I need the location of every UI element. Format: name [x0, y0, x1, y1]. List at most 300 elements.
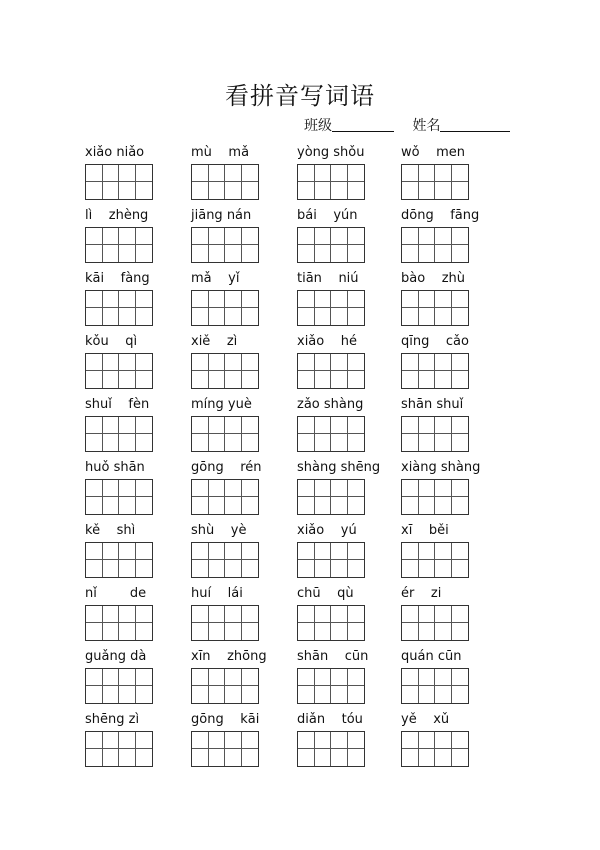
- writing-cell[interactable]: [136, 623, 153, 640]
- writing-cell[interactable]: [242, 417, 259, 434]
- writing-cell[interactable]: [348, 623, 365, 640]
- writing-cell[interactable]: [86, 245, 103, 262]
- writing-cell[interactable]: [419, 165, 436, 182]
- writing-cell[interactable]: [209, 560, 226, 577]
- writing-cell[interactable]: [452, 623, 469, 640]
- writing-cell[interactable]: [86, 371, 103, 388]
- writing-cell[interactable]: [103, 182, 120, 199]
- writing-cell[interactable]: [331, 371, 348, 388]
- writing-cell[interactable]: [103, 669, 120, 686]
- writing-cell[interactable]: [242, 749, 259, 766]
- writing-cell[interactable]: [402, 308, 419, 325]
- writing-cell[interactable]: [119, 732, 136, 749]
- writing-cell[interactable]: [86, 669, 103, 686]
- writing-boxes[interactable]: [297, 290, 365, 326]
- writing-cell[interactable]: [209, 497, 226, 514]
- writing-cell[interactable]: [402, 291, 419, 308]
- writing-cell[interactable]: [435, 669, 452, 686]
- writing-cell[interactable]: [315, 434, 332, 451]
- writing-cell[interactable]: [136, 669, 153, 686]
- writing-cell[interactable]: [103, 371, 120, 388]
- writing-cell[interactable]: [419, 606, 436, 623]
- writing-cell[interactable]: [136, 606, 153, 623]
- writing-cell[interactable]: [242, 434, 259, 451]
- writing-cell[interactable]: [209, 228, 226, 245]
- writing-cell[interactable]: [192, 686, 209, 703]
- writing-cell[interactable]: [298, 417, 315, 434]
- writing-cell[interactable]: [315, 606, 332, 623]
- writing-cell[interactable]: [348, 669, 365, 686]
- writing-cell[interactable]: [103, 686, 120, 703]
- writing-cell[interactable]: [298, 606, 315, 623]
- writing-cell[interactable]: [435, 543, 452, 560]
- writing-cell[interactable]: [315, 497, 332, 514]
- writing-cell[interactable]: [402, 749, 419, 766]
- writing-cell[interactable]: [419, 228, 436, 245]
- writing-cell[interactable]: [103, 434, 120, 451]
- writing-cell[interactable]: [298, 543, 315, 560]
- writing-cell[interactable]: [136, 354, 153, 371]
- writing-cell[interactable]: [225, 623, 242, 640]
- writing-cell[interactable]: [419, 245, 436, 262]
- writing-cell[interactable]: [402, 543, 419, 560]
- writing-cell[interactable]: [435, 228, 452, 245]
- writing-cell[interactable]: [192, 480, 209, 497]
- writing-cell[interactable]: [452, 228, 469, 245]
- writing-boxes[interactable]: [191, 353, 259, 389]
- writing-cell[interactable]: [298, 228, 315, 245]
- writing-boxes[interactable]: [191, 479, 259, 515]
- writing-cell[interactable]: [242, 686, 259, 703]
- writing-cell[interactable]: [86, 228, 103, 245]
- writing-boxes[interactable]: [401, 479, 469, 515]
- writing-cell[interactable]: [331, 497, 348, 514]
- writing-boxes[interactable]: [85, 290, 153, 326]
- writing-cell[interactable]: [209, 669, 226, 686]
- writing-cell[interactable]: [225, 749, 242, 766]
- writing-cell[interactable]: [435, 371, 452, 388]
- writing-cell[interactable]: [298, 686, 315, 703]
- writing-cell[interactable]: [225, 686, 242, 703]
- writing-cell[interactable]: [209, 543, 226, 560]
- writing-cell[interactable]: [209, 371, 226, 388]
- writing-cell[interactable]: [242, 165, 259, 182]
- writing-cell[interactable]: [331, 686, 348, 703]
- writing-cell[interactable]: [435, 732, 452, 749]
- writing-cell[interactable]: [419, 686, 436, 703]
- writing-cell[interactable]: [209, 245, 226, 262]
- writing-cell[interactable]: [136, 228, 153, 245]
- writing-cell[interactable]: [192, 749, 209, 766]
- writing-boxes[interactable]: [85, 416, 153, 452]
- writing-cell[interactable]: [86, 354, 103, 371]
- writing-boxes[interactable]: [297, 542, 365, 578]
- writing-boxes[interactable]: [401, 668, 469, 704]
- writing-cell[interactable]: [86, 732, 103, 749]
- writing-cell[interactable]: [209, 480, 226, 497]
- writing-cell[interactable]: [452, 749, 469, 766]
- writing-cell[interactable]: [315, 480, 332, 497]
- writing-cell[interactable]: [402, 623, 419, 640]
- writing-cell[interactable]: [242, 291, 259, 308]
- writing-cell[interactable]: [348, 686, 365, 703]
- writing-cell[interactable]: [86, 291, 103, 308]
- writing-cell[interactable]: [86, 606, 103, 623]
- writing-cell[interactable]: [435, 749, 452, 766]
- writing-boxes[interactable]: [85, 164, 153, 200]
- writing-cell[interactable]: [136, 749, 153, 766]
- writing-cell[interactable]: [225, 165, 242, 182]
- writing-cell[interactable]: [348, 480, 365, 497]
- writing-cell[interactable]: [209, 606, 226, 623]
- writing-cell[interactable]: [419, 497, 436, 514]
- writing-cell[interactable]: [298, 497, 315, 514]
- writing-boxes[interactable]: [297, 353, 365, 389]
- writing-boxes[interactable]: [401, 542, 469, 578]
- writing-cell[interactable]: [452, 354, 469, 371]
- writing-cell[interactable]: [242, 560, 259, 577]
- writing-cell[interactable]: [348, 543, 365, 560]
- writing-cell[interactable]: [315, 291, 332, 308]
- writing-cell[interactable]: [402, 245, 419, 262]
- writing-cell[interactable]: [192, 417, 209, 434]
- writing-cell[interactable]: [298, 434, 315, 451]
- writing-cell[interactable]: [225, 560, 242, 577]
- writing-cell[interactable]: [298, 480, 315, 497]
- writing-cell[interactable]: [136, 560, 153, 577]
- writing-cell[interactable]: [242, 606, 259, 623]
- writing-cell[interactable]: [348, 434, 365, 451]
- writing-cell[interactable]: [435, 354, 452, 371]
- writing-cell[interactable]: [225, 354, 242, 371]
- writing-cell[interactable]: [435, 245, 452, 262]
- writing-boxes[interactable]: [401, 164, 469, 200]
- writing-cell[interactable]: [192, 543, 209, 560]
- writing-cell[interactable]: [242, 623, 259, 640]
- writing-cell[interactable]: [119, 354, 136, 371]
- writing-cell[interactable]: [119, 480, 136, 497]
- writing-cell[interactable]: [119, 371, 136, 388]
- writing-cell[interactable]: [192, 165, 209, 182]
- writing-cell[interactable]: [103, 543, 120, 560]
- writing-boxes[interactable]: [401, 416, 469, 452]
- writing-cell[interactable]: [242, 245, 259, 262]
- writing-cell[interactable]: [331, 623, 348, 640]
- writing-cell[interactable]: [103, 354, 120, 371]
- writing-cell[interactable]: [331, 543, 348, 560]
- writing-cell[interactable]: [315, 308, 332, 325]
- writing-cell[interactable]: [209, 165, 226, 182]
- writing-boxes[interactable]: [191, 605, 259, 641]
- writing-cell[interactable]: [348, 371, 365, 388]
- writing-cell[interactable]: [225, 417, 242, 434]
- writing-cell[interactable]: [119, 165, 136, 182]
- writing-cell[interactable]: [435, 308, 452, 325]
- writing-cell[interactable]: [86, 497, 103, 514]
- writing-cell[interactable]: [298, 732, 315, 749]
- writing-cell[interactable]: [331, 182, 348, 199]
- writing-boxes[interactable]: [191, 668, 259, 704]
- writing-cell[interactable]: [331, 291, 348, 308]
- writing-cell[interactable]: [209, 308, 226, 325]
- writing-cell[interactable]: [452, 165, 469, 182]
- writing-cell[interactable]: [298, 182, 315, 199]
- writing-cell[interactable]: [136, 165, 153, 182]
- writing-cell[interactable]: [402, 182, 419, 199]
- writing-cell[interactable]: [119, 245, 136, 262]
- writing-cell[interactable]: [315, 182, 332, 199]
- writing-boxes[interactable]: [191, 290, 259, 326]
- writing-cell[interactable]: [86, 308, 103, 325]
- writing-cell[interactable]: [192, 308, 209, 325]
- writing-cell[interactable]: [402, 480, 419, 497]
- writing-cell[interactable]: [103, 228, 120, 245]
- writing-cell[interactable]: [86, 560, 103, 577]
- writing-boxes[interactable]: [85, 668, 153, 704]
- writing-cell[interactable]: [119, 560, 136, 577]
- writing-cell[interactable]: [419, 543, 436, 560]
- writing-cell[interactable]: [435, 623, 452, 640]
- writing-cell[interactable]: [103, 560, 120, 577]
- writing-cell[interactable]: [452, 480, 469, 497]
- writing-cell[interactable]: [452, 245, 469, 262]
- writing-cell[interactable]: [419, 371, 436, 388]
- writing-boxes[interactable]: [297, 227, 365, 263]
- writing-cell[interactable]: [86, 480, 103, 497]
- writing-cell[interactable]: [192, 623, 209, 640]
- writing-cell[interactable]: [136, 686, 153, 703]
- writing-cell[interactable]: [331, 228, 348, 245]
- writing-cell[interactable]: [119, 686, 136, 703]
- writing-cell[interactable]: [348, 182, 365, 199]
- writing-cell[interactable]: [103, 308, 120, 325]
- writing-cell[interactable]: [136, 308, 153, 325]
- writing-boxes[interactable]: [297, 668, 365, 704]
- writing-cell[interactable]: [435, 686, 452, 703]
- writing-cell[interactable]: [136, 291, 153, 308]
- writing-cell[interactable]: [192, 669, 209, 686]
- writing-cell[interactable]: [136, 434, 153, 451]
- writing-cell[interactable]: [103, 623, 120, 640]
- writing-cell[interactable]: [402, 165, 419, 182]
- writing-cell[interactable]: [136, 480, 153, 497]
- writing-cell[interactable]: [435, 480, 452, 497]
- writing-boxes[interactable]: [191, 164, 259, 200]
- writing-cell[interactable]: [331, 560, 348, 577]
- writing-cell[interactable]: [119, 497, 136, 514]
- writing-cell[interactable]: [103, 606, 120, 623]
- writing-cell[interactable]: [225, 308, 242, 325]
- writing-cell[interactable]: [242, 497, 259, 514]
- writing-cell[interactable]: [452, 434, 469, 451]
- writing-cell[interactable]: [192, 291, 209, 308]
- writing-cell[interactable]: [192, 371, 209, 388]
- writing-cell[interactable]: [298, 749, 315, 766]
- writing-cell[interactable]: [435, 417, 452, 434]
- writing-cell[interactable]: [242, 371, 259, 388]
- writing-cell[interactable]: [225, 182, 242, 199]
- writing-cell[interactable]: [331, 732, 348, 749]
- writing-cell[interactable]: [298, 371, 315, 388]
- writing-cell[interactable]: [119, 606, 136, 623]
- writing-cell[interactable]: [315, 560, 332, 577]
- writing-cell[interactable]: [331, 308, 348, 325]
- writing-cell[interactable]: [103, 291, 120, 308]
- writing-cell[interactable]: [136, 371, 153, 388]
- writing-cell[interactable]: [348, 560, 365, 577]
- writing-cell[interactable]: [136, 543, 153, 560]
- writing-cell[interactable]: [452, 417, 469, 434]
- writing-cell[interactable]: [331, 480, 348, 497]
- writing-cell[interactable]: [192, 354, 209, 371]
- writing-cell[interactable]: [331, 245, 348, 262]
- writing-cell[interactable]: [315, 245, 332, 262]
- writing-cell[interactable]: [225, 669, 242, 686]
- writing-cell[interactable]: [452, 560, 469, 577]
- writing-cell[interactable]: [331, 354, 348, 371]
- writing-cell[interactable]: [419, 434, 436, 451]
- writing-boxes[interactable]: [297, 164, 365, 200]
- writing-cell[interactable]: [315, 371, 332, 388]
- writing-cell[interactable]: [192, 732, 209, 749]
- writing-cell[interactable]: [209, 354, 226, 371]
- writing-cell[interactable]: [209, 182, 226, 199]
- writing-cell[interactable]: [225, 480, 242, 497]
- writing-cell[interactable]: [419, 182, 436, 199]
- writing-cell[interactable]: [192, 182, 209, 199]
- writing-cell[interactable]: [331, 669, 348, 686]
- writing-cell[interactable]: [402, 686, 419, 703]
- writing-cell[interactable]: [242, 182, 259, 199]
- writing-cell[interactable]: [452, 182, 469, 199]
- writing-cell[interactable]: [136, 417, 153, 434]
- writing-cell[interactable]: [103, 417, 120, 434]
- writing-cell[interactable]: [242, 732, 259, 749]
- writing-cell[interactable]: [225, 245, 242, 262]
- writing-cell[interactable]: [348, 749, 365, 766]
- writing-cell[interactable]: [402, 497, 419, 514]
- writing-cell[interactable]: [136, 182, 153, 199]
- writing-cell[interactable]: [298, 291, 315, 308]
- writing-cell[interactable]: [86, 417, 103, 434]
- writing-cell[interactable]: [452, 371, 469, 388]
- writing-cell[interactable]: [225, 371, 242, 388]
- writing-boxes[interactable]: [85, 353, 153, 389]
- writing-cell[interactable]: [298, 165, 315, 182]
- writing-cell[interactable]: [242, 228, 259, 245]
- writing-cell[interactable]: [225, 497, 242, 514]
- writing-cell[interactable]: [419, 732, 436, 749]
- writing-cell[interactable]: [452, 606, 469, 623]
- writing-cell[interactable]: [119, 543, 136, 560]
- writing-cell[interactable]: [86, 182, 103, 199]
- writing-cell[interactable]: [348, 245, 365, 262]
- writing-cell[interactable]: [192, 228, 209, 245]
- name-blank[interactable]: [440, 117, 510, 132]
- writing-cell[interactable]: [435, 497, 452, 514]
- writing-cell[interactable]: [86, 543, 103, 560]
- writing-cell[interactable]: [402, 417, 419, 434]
- writing-cell[interactable]: [242, 543, 259, 560]
- writing-cell[interactable]: [103, 480, 120, 497]
- writing-boxes[interactable]: [85, 227, 153, 263]
- writing-cell[interactable]: [225, 732, 242, 749]
- writing-cell[interactable]: [315, 749, 332, 766]
- writing-cell[interactable]: [419, 291, 436, 308]
- writing-cell[interactable]: [86, 686, 103, 703]
- writing-cell[interactable]: [209, 732, 226, 749]
- writing-cell[interactable]: [419, 669, 436, 686]
- writing-cell[interactable]: [435, 560, 452, 577]
- writing-boxes[interactable]: [191, 731, 259, 767]
- writing-cell[interactable]: [315, 686, 332, 703]
- writing-cell[interactable]: [452, 543, 469, 560]
- writing-cell[interactable]: [402, 560, 419, 577]
- writing-cell[interactable]: [315, 354, 332, 371]
- writing-boxes[interactable]: [401, 290, 469, 326]
- writing-cell[interactable]: [348, 228, 365, 245]
- writing-cell[interactable]: [348, 606, 365, 623]
- writing-cell[interactable]: [298, 623, 315, 640]
- writing-cell[interactable]: [419, 417, 436, 434]
- writing-cell[interactable]: [119, 669, 136, 686]
- writing-cell[interactable]: [331, 417, 348, 434]
- writing-cell[interactable]: [348, 291, 365, 308]
- writing-cell[interactable]: [331, 434, 348, 451]
- writing-cell[interactable]: [192, 560, 209, 577]
- writing-boxes[interactable]: [191, 416, 259, 452]
- writing-cell[interactable]: [348, 354, 365, 371]
- writing-cell[interactable]: [192, 497, 209, 514]
- writing-cell[interactable]: [315, 165, 332, 182]
- writing-cell[interactable]: [435, 165, 452, 182]
- writing-cell[interactable]: [419, 749, 436, 766]
- writing-boxes[interactable]: [297, 479, 365, 515]
- writing-cell[interactable]: [86, 623, 103, 640]
- writing-cell[interactable]: [209, 749, 226, 766]
- writing-cell[interactable]: [225, 228, 242, 245]
- writing-boxes[interactable]: [297, 731, 365, 767]
- writing-cell[interactable]: [209, 434, 226, 451]
- writing-cell[interactable]: [242, 669, 259, 686]
- writing-cell[interactable]: [103, 245, 120, 262]
- writing-cell[interactable]: [242, 480, 259, 497]
- writing-boxes[interactable]: [191, 227, 259, 263]
- writing-cell[interactable]: [435, 434, 452, 451]
- writing-cell[interactable]: [435, 182, 452, 199]
- writing-boxes[interactable]: [401, 353, 469, 389]
- writing-cell[interactable]: [315, 732, 332, 749]
- writing-cell[interactable]: [103, 497, 120, 514]
- writing-cell[interactable]: [419, 308, 436, 325]
- writing-cell[interactable]: [103, 749, 120, 766]
- writing-cell[interactable]: [419, 623, 436, 640]
- writing-cell[interactable]: [242, 308, 259, 325]
- writing-boxes[interactable]: [297, 605, 365, 641]
- writing-cell[interactable]: [103, 165, 120, 182]
- writing-cell[interactable]: [119, 623, 136, 640]
- writing-cell[interactable]: [119, 417, 136, 434]
- writing-cell[interactable]: [452, 686, 469, 703]
- writing-cell[interactable]: [348, 417, 365, 434]
- writing-cell[interactable]: [315, 669, 332, 686]
- writing-cell[interactable]: [452, 669, 469, 686]
- writing-cell[interactable]: [348, 732, 365, 749]
- writing-boxes[interactable]: [85, 479, 153, 515]
- writing-cell[interactable]: [331, 749, 348, 766]
- writing-cell[interactable]: [136, 497, 153, 514]
- writing-cell[interactable]: [452, 732, 469, 749]
